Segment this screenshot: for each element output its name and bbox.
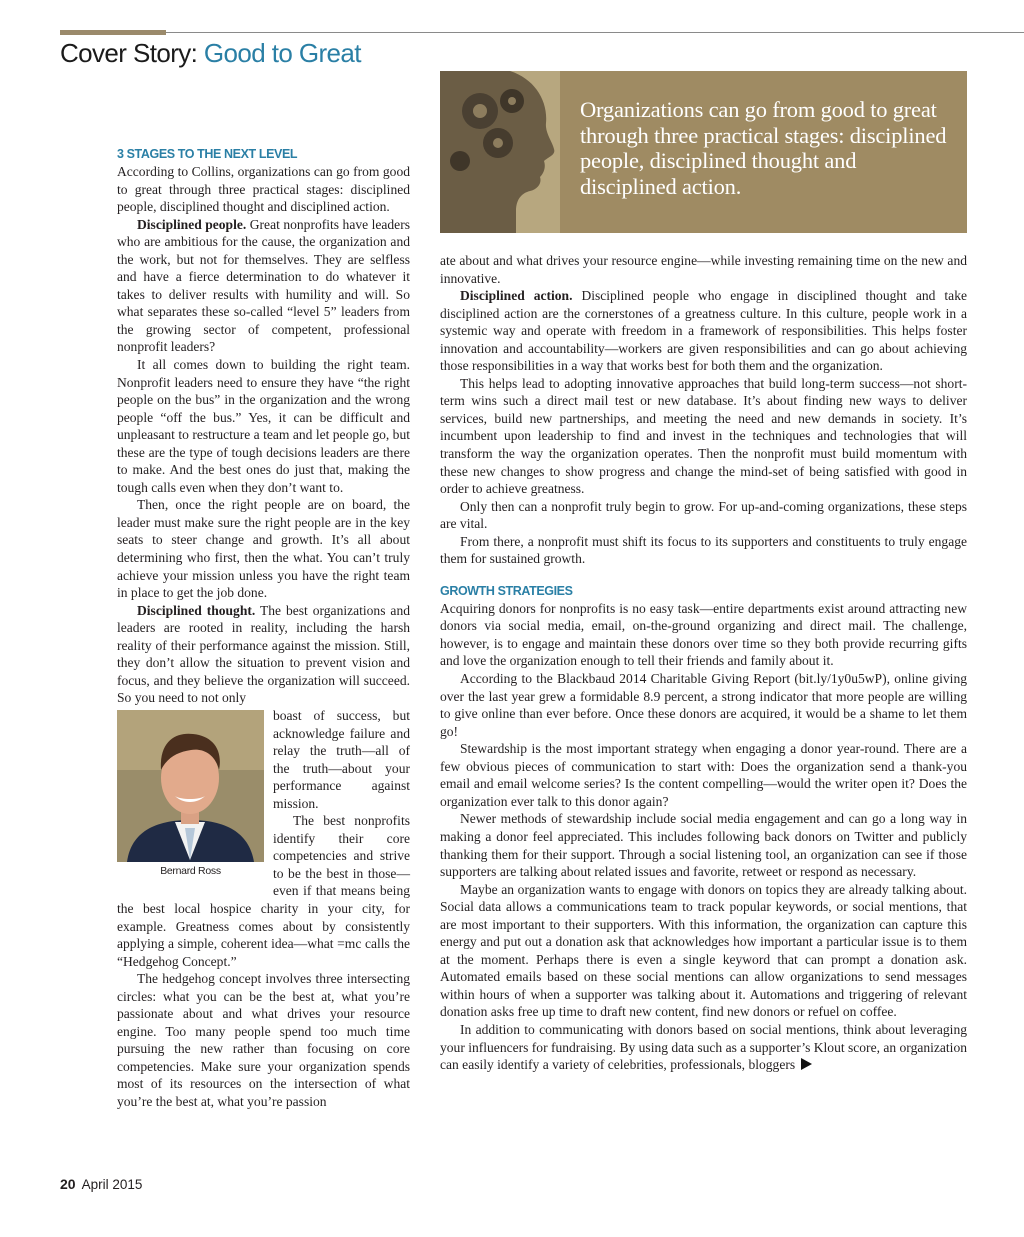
author-photo-block	[117, 710, 267, 896]
paragraph: According to Collins, organizations can go from good to great through three practical stages: disciplined people, disciplined thought and disciplined action.	[117, 164, 410, 215]
pull-quote-text: Organizations can go from good to great through three practical stages: disciplined people, disciplined thought and disciplined action.	[580, 97, 947, 199]
paragraph: Only then can a nonprofit truly begin to grow. For up-and-coming organizations, these steps are vital.	[440, 498, 967, 532]
paragraph: Maybe an organization wants to engage with donors on topics they are already talking about. Social data allows a communications team to track popular keywords, or social mentions, that are most important to their supporters. With this information, the organization can capture this energy and put out a donation ask that acknowledges how important a particular issue is to them at the moment. Perhaps there is even a single keyword that can prompt a donation ask. Automated emails based on these social mentions can allow organizations to send messages within hours of when a supporter was talking about it. Automations and triggering of relevant donation asks free up time to draft new content, find new donors or refuel on coffee.	[440, 881, 967, 1020]
run-in-head: Disciplined action.	[460, 288, 573, 304]
section-heading-growth-strategies: GROWTH STRATEGIES	[440, 583, 573, 598]
paragraph: From there, a nonprofit must shift its focus to its supporters and constituents to truly engage them for sustained growth.	[440, 533, 967, 567]
paragraph: Then, once the right people are on board, the leader must make sure the right people are in the key seats to steer change and growth. It’s all about determining who first, then the what. You can’t truly achieve your mission unless you have the right team in place to get the job done.	[117, 497, 410, 601]
gears-head-illustration	[440, 71, 560, 233]
page-header	[60, 38, 361, 69]
paragraph: ate about and what drives your resource engine—while investing remaining time on the new and innovative.	[440, 253, 967, 286]
paragraph: Acquiring donors for nonprofits is no easy task—entire departments exist around attracting new donors via social media, email, on-the-ground organizing and direct mail. The challenge, however, is to engage and maintain these donors over time so they both provide recurring gifts and love the organization enough to tell their friends and family about it.	[440, 600, 967, 669]
paragraph: This helps lead to adopting innovative approaches that build long-term success—not short-term wins such a direct mail test or new database. It’s about finding new ways to deliver services, build new partnerships, and meeting the need and new demands in society. It’s incumbent upon leadership to find and invest in the techniques and technologies that will transform the way the organization operates. Then the nonprofit must build momentum with these new changes to show progress and change the mind-set of being satisfied with good in order to achieve greatness.	[440, 375, 967, 497]
paragraph: In addition to communicating with donors based on social mentions, think about leveraging your influencers for fundraising. By using data such as a supporter’s Klout score, an organization can easily identify a variety of celebrities, professionals, bloggers	[440, 1021, 967, 1073]
photo-caption: Bernard Ross	[160, 864, 221, 877]
section-heading-3-stages: 3 STAGES TO THE NEXT LEVEL	[117, 147, 298, 161]
run-in-head: Disciplined thought.	[137, 602, 256, 618]
header-rule	[60, 32, 1024, 33]
run-in-head: Disciplined people.	[137, 216, 247, 232]
page-footer	[60, 1176, 142, 1192]
paragraph: It all comes down to building the right team. Nonprofit leaders need to ensure they have “the right people on the bus” in the organization and the wrong people “off the bus.” Yes, it can be difficult and unpleasant to restructure a team and let people go, but these are the type of tough decisions leaders are there to make. And the best ones do just that, making the tough calls even when they don’t want to.	[117, 357, 410, 495]
right-column	[440, 252, 967, 1074]
header-accent-bar	[60, 30, 166, 35]
issue-date: April 2015	[81, 1177, 143, 1192]
paragraph: Disciplined action. Disciplined people who engage in disciplined thought and take disciplined action are the cornerstones of a greatness culture. In this culture, people work in a systemic way and operate with freedom in a framework of responsibilities. This helps foster innovation and accountability—workers are given responsibilities and can go about achieving those responsibilities in a way that works best for both them and the organization.	[440, 288, 967, 374]
author-photo	[117, 710, 264, 862]
story-title: Good to Great	[203, 38, 361, 68]
paragraph: boast of success, but acknowledge failure and relay the truth—all of the truth—about your performance against mission.	[273, 707, 410, 811]
continue-arrow-icon	[801, 1058, 812, 1070]
paragraph: The best nonprofits identify their core competencies and strive to be the best in those—even if that means being the best local hospice charity in your city, for example. Greatness comes about by consistently applying a simple, coherent idea—what =mc calls the “Hedgehog Concept.”	[117, 813, 410, 969]
paragraph: According to the Blackbaud 2014 Charitable Giving Report (bit.ly/1y0u5wP), online giving over the last year grew a formidable 8.9 percent, a strong indicator that more people are willing to give online than ever before. Once these donors are acquired, it would be a shame to let them go!	[440, 671, 967, 739]
paragraph: Disciplined thought. The best organizations and leaders are rooted in reality, including the harsh reality of their performance against the mission. Still, they don’t allow the situation to prevent vision and focus, and they believe the organization will succeed. So you need to not only	[117, 602, 410, 706]
section-label: Cover Story:	[60, 38, 198, 68]
paragraph: Newer methods of stewardship include social media engagement and can go a long way in making a donor feel appreciated. This includes following back donors on Twitter and publicly thanking them for their support. Through a social listening tool, an organization can see if those supporters are talking about related issues and favorite, retweet or respond as necessary.	[440, 811, 967, 880]
paragraph: Disciplined people. Great nonprofits have leaders who are ambitious for the cause, the organization and the work, but not for themselves. They are selfless and have a fierce determination to do whatever it takes to deliver results with humility and will. So what separates these so-called “level 5” leaders from the growing sector of competent, professional nonprofit leaders?	[117, 216, 410, 355]
page-number: 20	[60, 1176, 76, 1192]
paragraph: Stewardship is the most important strategy when engaging a donor year-round. There are a few obvious pieces of communication to start with: Does the organization send a thank-you email and email welcome series? Is the content compelling—would the writer open it? Does the organization ever talk to this donor again?	[440, 741, 967, 809]
left-column	[117, 146, 410, 1111]
paragraph: The hedgehog concept involves three intersecting circles: what you can be the best at, what you’re passionate about and what drives your resource engine. Too many people spend too much time pursuing the new rather than focusing on core competencies. Make sure your organization spends most of its resources on the intersection of what you’re the best at, what you’re passion	[117, 971, 410, 1109]
pull-quote-box	[440, 71, 967, 233]
